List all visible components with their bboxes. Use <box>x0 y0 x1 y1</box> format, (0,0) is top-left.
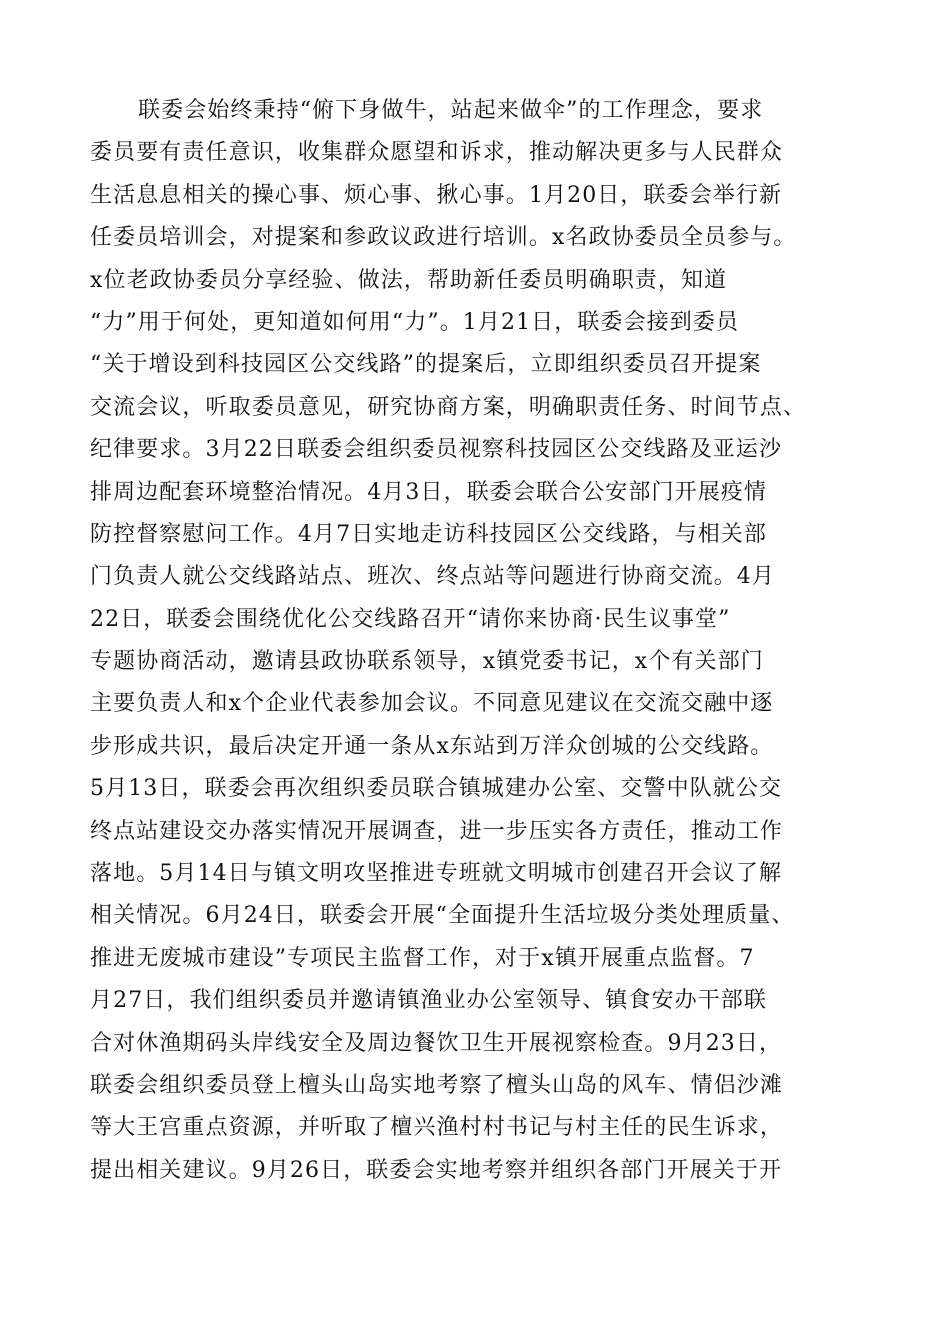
text-line: 步形成共识，最后决定开通一条从x东站到万洋众创城的公交线路。 <box>90 733 774 759</box>
text-line: 推进无废城市建设”专项民主监督工作，对于x镇开展重点监督。7 <box>90 945 755 971</box>
text-line: 主要负责人和x个企业代表参加会议。不同意见建议在交流交融中逐 <box>90 691 774 717</box>
text-line: 排周边配套环境整治情况。4月3日，联委会联合公安部门开展疫情 <box>90 479 767 505</box>
text-line: 生活息息相关的操心事、烦心事、揪心事。1月20日，联委会举行新 <box>90 182 783 208</box>
text-line: 委员要有责任意识，收集群众愿望和诉求，推动解决更多与人民群众 <box>90 140 784 166</box>
text-line: 相关情况。6月24日，联委会开展“全面提升生活垃圾分类处理质量、 <box>90 903 795 929</box>
text-line: 等大王宫重点资源，并听取了檀兴渔村村书记与村主任的民生诉求， <box>90 1115 784 1141</box>
text-line: 联委会始终秉持“俯下身做牛，站起来做伞”的工作理念，要求 <box>138 98 764 123</box>
text-line: 专题协商活动，邀请县政协联系领导，x镇党委书记，x个有关部门 <box>90 649 764 675</box>
text-line: x位老政协委员分享经验、做法，帮助新任委员明确职责，知道 <box>90 267 728 293</box>
text-line: 任委员培训会，对提案和参政议政进行培训。x名政协委员全员参与。 <box>90 225 797 251</box>
text-line: 22日，联委会围绕优化公交线路召开“请你来协商·民生议事堂” <box>90 606 731 632</box>
text-line: “关于增设到科技园区公交线路”的提案后，立即组织委员召开提案 <box>90 352 762 378</box>
text-line: 纪律要求。3月22日联委会组织委员视察科技园区公交线路及亚运沙 <box>90 437 783 463</box>
text-line: 合对休渔期码头岸线安全及周边餐饮卫生开展视察检查。9月23日， <box>90 1030 783 1056</box>
body-paragraph <box>90 90 870 1192</box>
text-line: 防控督察慰问工作。4月7日实地走访科技园区公交线路，与相关部 <box>90 521 767 547</box>
text-line: 月27日，我们组织委员并邀请镇渔业办公室领导、镇食安办干部联 <box>90 988 767 1014</box>
text-line: 联委会组织委员登上檀头山岛实地考察了檀头山岛的风车、情侣沙滩 <box>90 1072 784 1098</box>
text-line: 5月13日，联委会再次组织委员联合镇城建办公室、交警中队就公交 <box>90 776 783 802</box>
text-line: “力”用于何处，更知道如何用“力”。1月21日，联委会接到委员 <box>90 309 740 335</box>
text-line: 交流会议，听取委员意见，研究协商方案，明确职责任务、时间节点、 <box>90 394 807 420</box>
text-line: 提出相关建议。9月26日，联委会实地考察并组织各部门开展关于开 <box>90 1157 783 1183</box>
text-line: 落地。5月14日与镇文明攻坚推进专班就文明城市创建召开会议了解 <box>90 861 783 887</box>
text-line: 终点站建设交办落实情况开展调查，进一步压实各方责任，推动工作 <box>90 818 784 844</box>
text-line: 门负责人就公交线路站点、班次、终点站等问题进行协商交流。4月 <box>90 564 775 590</box>
